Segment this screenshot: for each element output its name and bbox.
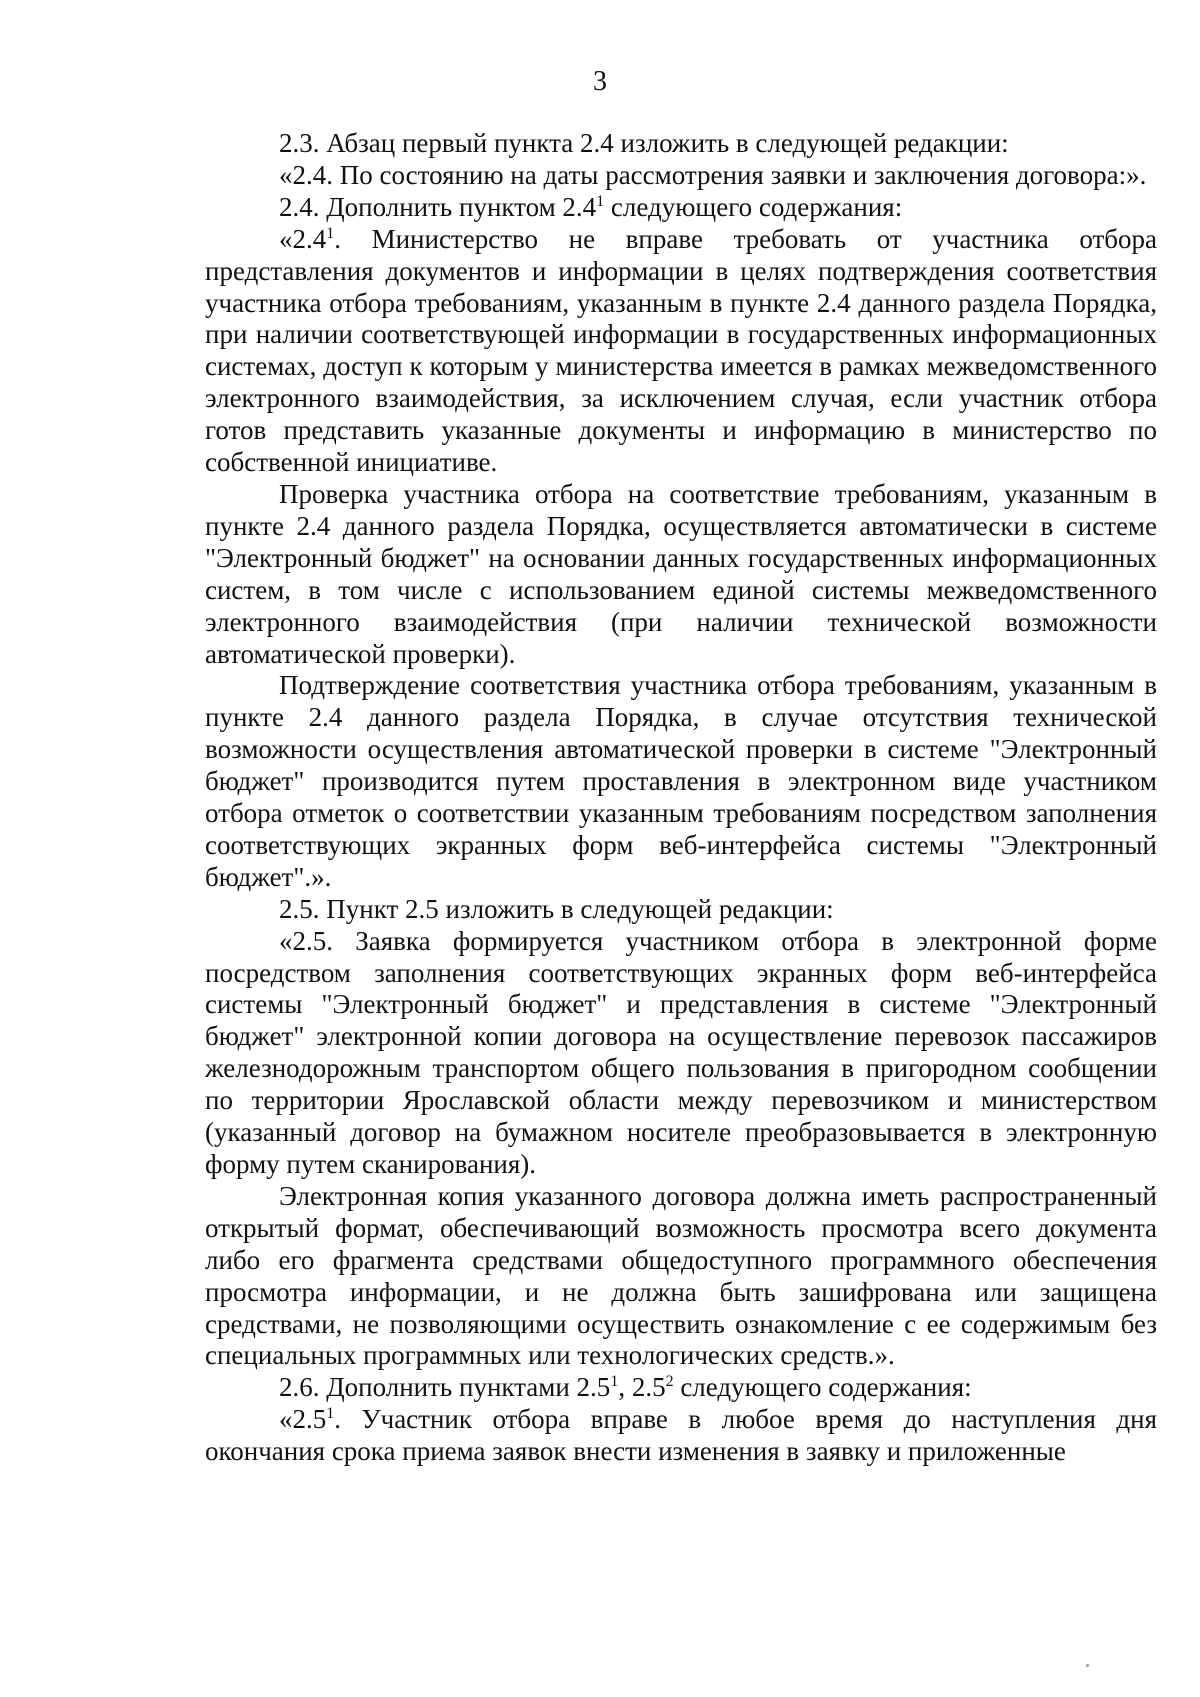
page-number: 3 — [593, 66, 607, 97]
clause-text: . Участник отбора вправе в любое время до наступления дня окончания срока приема заявок внести изменения в заявку и приложенные — [205, 1404, 1157, 1467]
paragraph-2-6-text-end: следующего содержания: — [673, 1372, 972, 1403]
paragraph-2-4-text-end: следующего содержания: — [604, 191, 903, 222]
paragraph-electronic-copy: Электронная копия указанного договора должна иметь распространенный открытый формат, обеспечивающий возможность просмотра всего документа либо его фрагмента средствами общедоступного программного обеспечения просмотра информации, и не должна быть зашифрована или защищена средствами, не позволяющими осуществить ознакомление с ее содержимым без специальных программных или технологических средств.». — [205, 1180, 1157, 1371]
superscript: 1 — [610, 1373, 619, 1391]
paragraph-2-5: 2.5. Пункт 2.5 изложить в следующей редакции: — [279, 893, 834, 924]
paragraph-2-4-text: 2.4. Дополнить пунктом 2.4 — [279, 191, 597, 222]
paragraph-confirmation: Подтверждение соответствия участника отбора требованиям, указанным в пункте 2.4 данного раздела Порядка, в случае отсутствия технической возможности осуществления автоматической проверки в системе "Электронный бюджет" производится путем проставления в электронном виде участником отбора отметок о соответствии указанным требованиям посредством заполнения соответствующих экранных форм веб-интерфейса системы "Электронный бюджет".». — [205, 670, 1157, 892]
superscript: 1 — [326, 224, 335, 242]
paragraph-2-6 — [205, 1372, 1157, 1404]
paragraph-2-3: 2.3. Абзац первый пункта 2.4 изложить в следующей редакции: — [279, 128, 1009, 158]
paragraph-quote-2-4-1 — [205, 224, 1157, 479]
clause-number: «2.5 — [279, 1404, 327, 1435]
scan-artifact — [1086, 1664, 1089, 1667]
paragraph-2-6-text: 2.6. Дополнить пунктами 2.5 — [279, 1372, 611, 1403]
paragraph-quote-2-4: «2.4. По состоянию на даты рассмотрения заявки и заключения договора:». — [279, 159, 1147, 190]
paragraph-quote-2-5-1 — [205, 1404, 1157, 1468]
document-body — [205, 128, 1157, 1468]
paragraph-2-4 — [205, 192, 1157, 224]
paragraph-2-6-text-mid: , 2.5 — [618, 1372, 666, 1403]
paragraph-verification: Проверка участника отбора на соответствие требованиям, указанным в пункте 2.4 данного раздела Порядка, осуществляется автоматически в системе "Электронный бюджет" на основании данных государственных информационных систем, в том числе с использованием единой системы межведомственного электронного взаимодействия (при наличии технической возможности автоматической проверки). — [205, 478, 1157, 669]
superscript: 2 — [665, 1373, 674, 1391]
clause-number: «2.4 — [279, 223, 327, 254]
paragraph-quote-2-5: «2.5. Заявка формируется участником отбора в электронной форме посредством заполнения соответствующих экранных форм веб-интерфейса системы "Электронный бюджет" и представления в системе "Электронный бюджет" электронной копии договора на осуществление перевозок пассажиров железнодорожным транспортом общего пользования в пригородном сообщении по территории Ярославской области между перевозчиком и министерством (указанный договор на бумажном носителе преобразовывается в электронную форму путем сканирования). — [205, 925, 1157, 1179]
superscript: 1 — [596, 192, 605, 210]
clause-text: . Министерство не вправе требовать от участника отбора представления документов и информации в целях подтверждения соответствия участника отбора требованиям, указанным в пункте 2.4 данного раздела Порядка, при наличии соответствующей информации в государственных информационных системах, доступ к которым у министерства имеется в рамках межведомственного электронного взаимодействия, за исключением случая, если участник отбора готов представить указанные документы и информацию в министерство по собственной инициативе. — [205, 223, 1157, 478]
superscript: 1 — [326, 1405, 335, 1423]
